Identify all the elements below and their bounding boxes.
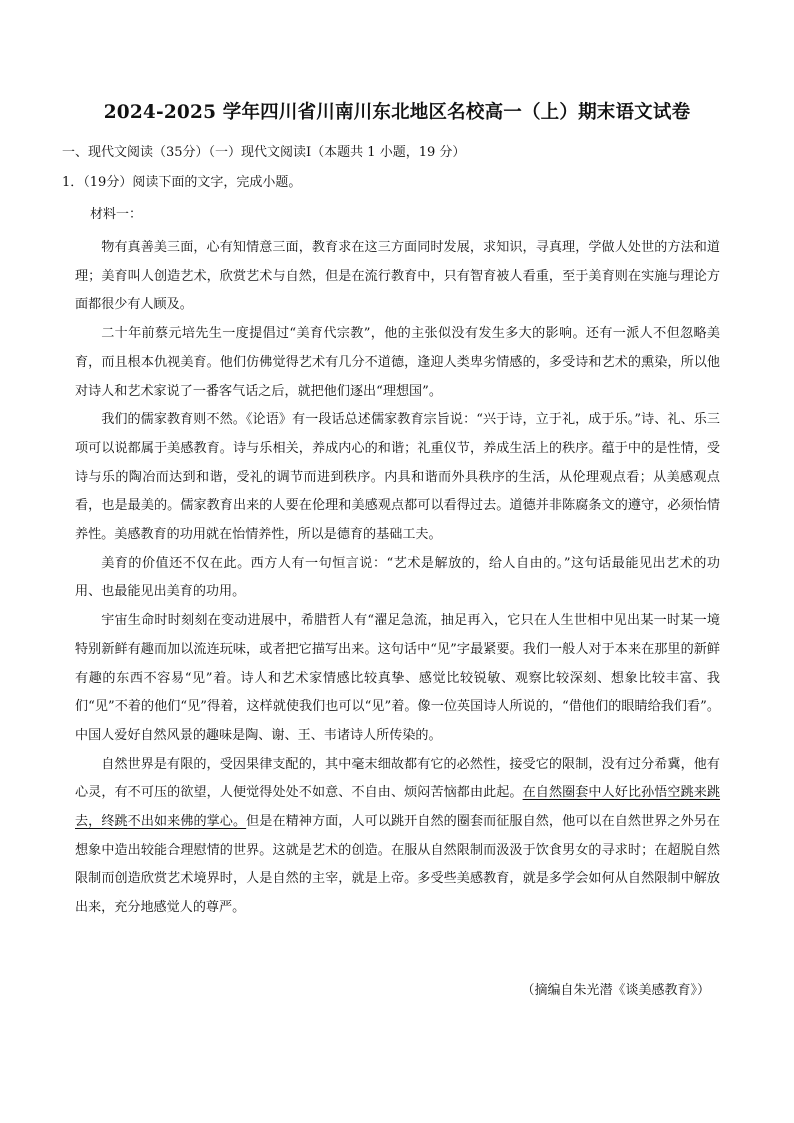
paragraph-6-text-before: 自然世界是有限的，受因果律支配的，其中毫末细故都有它的必然性，接受它的限制，没有过分希冀，他有心灵，有不可压的欲望，人便觉得处处不如意、不自由、烦闷苦恼都由此起。 (75, 756, 720, 801)
paragraph-6-text-after: 但是在精神方面，人可以跳开自然的圈套而征服自然，他可以在自然世界之外另在想象中造出较能合理慰情的世界。这就是艺术的创造。在服从自然限制而汲汲于饮食男女的寻求时；在超脱自然限制而创造欣赏艺术境界时，人是自然的主宰，就是上帝。多受些美感教育，就是多学会如何从自然限制中解放出来，充分地感觉人的尊严。 (75, 814, 720, 916)
paragraph-6 (75, 751, 720, 923)
paragraph-1: 物有真善美三面，心有知情意三面，教育求在这三方面同时发展，求知识，寻真理，学做人处世的方法和道理；美育叫人创造艺术，欣赏艺术与自然，但是在流行教育中，只有智育被人看重，至于美育则在实施与理论方面都很少有人顾及。 (75, 240, 720, 313)
source-citation: （摘编自朱光潜《谈美感教育》） (521, 983, 710, 998)
section-header: 一、现代文阅读（35分）（一）现代文阅读Ⅰ（本题共 1 小题，19 分） (62, 145, 466, 160)
question-header: 1．（19分）阅读下面的文字，完成小题。 (62, 175, 302, 190)
paragraph-5: 宇宙生命时时刻刻在变动进展中，希腊哲人有“濯足急流，抽足再入，它只在人生世相中见出某一时某一境特别新鲜有趣而加以流连玩味，或者把它描写出来。这句话中“见”字最紧要。我们一般人对于本来在那里的新鲜有趣的东西不容易“见”着。诗人和艺术家情感比较真挚、感觉比较锐敏、观察比较深刻、想象比较丰富、我们“见”不着的他们“见”得着，这样就使我们也可以“见”着。像一位英国诗人所说的，“借他们的眼睛给我们看”。中国人爱好自然风景的趣味是陶、谢、王、韦诸诗人所传染的。 (75, 613, 720, 743)
exam-title: 2024-2025 学年四川省川南川东北地区名校高一（上）期末语文试卷 (103, 102, 691, 123)
material-label: 材料一： (90, 207, 143, 222)
paragraph-3: 我们的儒家教育则不然。《论语》有一段话总述儒家教育宗旨说：“兴于诗，立于礼，成于乐。”诗、礼、乐三项可以说都属于美感教育。诗与乐相关，养成内心的和谐；礼重仪节，养成生活上的秩序。蕴于中的是性情，受诗与乐的陶冶而达到和谐，受礼的调节而进到秩序。内具和谐而外具秩序的生活，从伦理观点看；从美感观点看，也是最美的。儒家教育出来的人要在伦理和美感观点都可以看得过去。道德并非陈腐条文的遵守，必须怡情养性。美感教育的功用就在怡情养性，所以是德育的基础工夫。 (75, 412, 720, 543)
paragraph-2: 二十年前蔡元培先生一度提倡过“美育代宗教”，他的主张似没有发生多大的影响。还有一派人不但忽略美育，而且根本仇视美育。他们仿佛觉得艺术有几分不道德，逢迎人类卑劣情感的，多受诗和艺术的熏染，所以他对诗人和艺术家说了一番客气话之后，就把他们逐出“理想国”。 (75, 326, 720, 399)
underlined-sentence: 在自然圈套中人好比孙悟空跳来跳去，终跳不出如来佛的掌心。 (75, 785, 721, 830)
reading-passage (75, 234, 720, 923)
paragraph-4: 美育的价值还不仅在此。西方人有一句恒言说：“艺术是解放的，给人自由的。”这句话最能见出艺术的功用、也最能见出美育的功用。 (75, 555, 720, 600)
